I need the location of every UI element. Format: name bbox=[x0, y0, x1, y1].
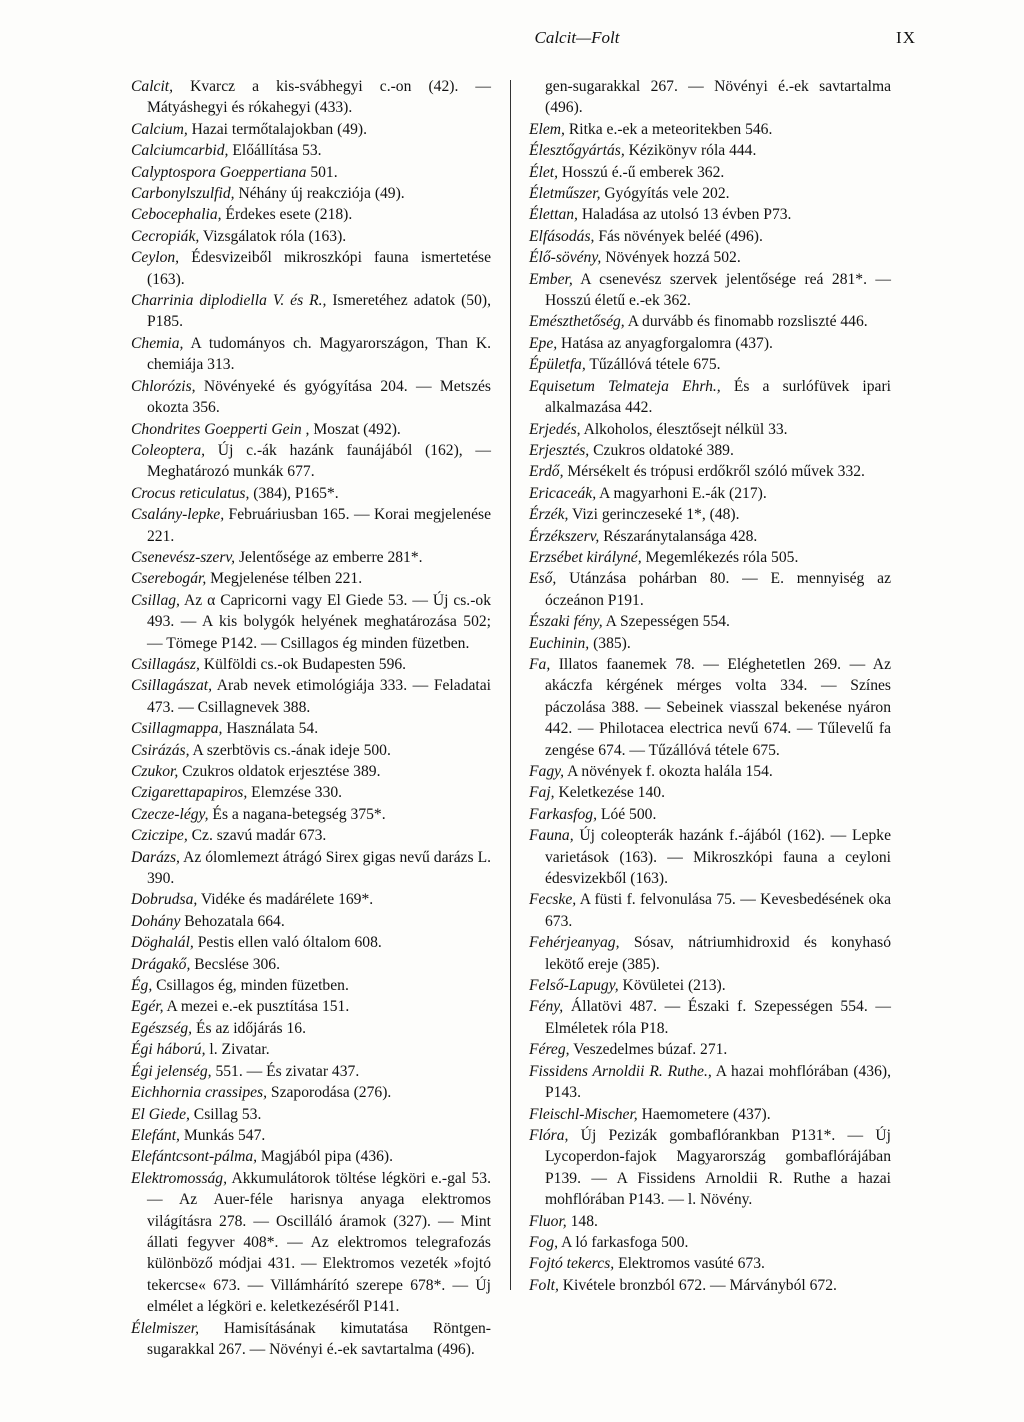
entry-text: Megemlékezés róla 505. bbox=[641, 548, 799, 566]
index-entry bbox=[529, 1211, 891, 1232]
entry-text: Kézikönyv róla 444. bbox=[624, 142, 757, 160]
index-entry bbox=[131, 440, 491, 483]
entry-text: Kivétele bronzból 672. — Márványból 672. bbox=[558, 1276, 837, 1294]
index-entry bbox=[131, 1104, 491, 1125]
entry-text: Édesvizeiből mikroszkópi fauna ismertetése (163). bbox=[147, 249, 491, 288]
entry-headword: Életműszer, bbox=[529, 185, 601, 203]
entry-headword: Döghalál, bbox=[131, 934, 194, 952]
entry-text: Munkás 547. bbox=[179, 1126, 266, 1144]
index-entry bbox=[131, 204, 491, 225]
index-entry bbox=[131, 782, 491, 803]
entry-text: 148. bbox=[566, 1212, 598, 1230]
index-entry bbox=[529, 354, 891, 375]
entry-text: A durvább és finomabb rozsliszté 446. bbox=[624, 313, 868, 331]
entry-headword: Egészség, bbox=[131, 1019, 193, 1037]
index-entry bbox=[131, 1146, 491, 1167]
entry-headword: El Giede, bbox=[131, 1105, 190, 1123]
entry-text: Új c.-ák hazánk faunájából (162), — Meghatározó munkák 677. bbox=[147, 441, 491, 481]
index-entry bbox=[131, 290, 491, 333]
index-entry bbox=[131, 1168, 491, 1318]
index-entry bbox=[529, 654, 891, 761]
entry-headword: Féreg, bbox=[529, 1041, 570, 1059]
index-entry bbox=[131, 975, 491, 996]
entry-text: Új coleopterák hazánk f.-ájából (162). — Lepke varietások (163). — Mikroszkópi fauna a ceyloni édesvizekből (163). bbox=[545, 827, 891, 888]
entry-headword: Erdő, bbox=[529, 463, 564, 481]
entry-headword: Fleischl-Mischer, bbox=[529, 1105, 638, 1123]
index-entry bbox=[131, 1039, 491, 1060]
index-entry bbox=[131, 761, 491, 782]
index-entry bbox=[529, 782, 891, 803]
index-entry bbox=[529, 804, 891, 825]
index-entry bbox=[529, 1275, 891, 1296]
entry-headword: Fojtó tekercs, bbox=[529, 1255, 615, 1273]
index-entry bbox=[529, 611, 891, 632]
entry-text: A füsti f. felvonulása 75. — Kevesbedésének oka 673. bbox=[545, 891, 891, 930]
entry-text: Néhány új reakcziója (49). bbox=[234, 185, 405, 203]
index-entry bbox=[131, 119, 491, 140]
entry-text: Elektromos vasúté 673. bbox=[614, 1255, 765, 1273]
entry-text: (384), P165*. bbox=[249, 484, 339, 502]
index-entry bbox=[529, 204, 891, 225]
entry-headword: Eső, bbox=[529, 570, 557, 588]
entry-text: Keletkezése 140. bbox=[554, 784, 665, 802]
index-entry bbox=[131, 996, 491, 1017]
entry-text: Mérsékelt és trópusi erdőkről szóló művek 332. bbox=[563, 463, 865, 481]
index-entry bbox=[131, 419, 491, 440]
entry-headword: Fog, bbox=[529, 1233, 559, 1251]
index-entry bbox=[529, 269, 891, 312]
entry-headword: Carbonylszulfid, bbox=[131, 185, 235, 203]
entry-text: A csenevész szervek jelentősége reá 281*. — Hosszú életű e.-ek 362. bbox=[545, 270, 891, 310]
entry-headword: Dohány bbox=[131, 912, 181, 930]
entry-headword: Elfásodás, bbox=[529, 227, 595, 245]
index-entry bbox=[131, 1018, 491, 1039]
entry-text: Hamisításának kimutatása Röntgen-sugarakkal 267. — Növényi é.-ek savtartalma (496). bbox=[147, 1319, 491, 1358]
column-divider bbox=[510, 80, 511, 1290]
entry-headword: Drágakő, bbox=[131, 955, 191, 973]
entry-text: Hosszú é.-ű emberek 362. bbox=[558, 163, 725, 181]
entry-headword: Érzék, bbox=[529, 506, 569, 524]
entry-headword: Csillagász, bbox=[131, 655, 200, 673]
entry-text: Sósav, nátriumhidroxid és konyhasó lekötő ereje (385). bbox=[545, 934, 891, 973]
entry-text: Kvarcz a kis-svábhegyi c.-on (42). — Mátyáshegyi és rókahegyi (433). bbox=[147, 78, 491, 117]
index-entry bbox=[131, 590, 491, 654]
entry-text: Előállítása 53. bbox=[228, 142, 322, 160]
entry-text: Növények hozzá 502. bbox=[601, 249, 741, 267]
index-entry bbox=[529, 547, 891, 568]
entry-text: Ritka e.-ek a meteoritekben 546. bbox=[564, 120, 773, 138]
index-entry bbox=[529, 825, 891, 889]
entry-text: Vizi gerinczeseké 1*, (48). bbox=[568, 506, 740, 524]
index-entry bbox=[529, 140, 891, 161]
entry-headword: Dobrudsa, bbox=[131, 891, 198, 909]
entry-text: Illatos faanemek 78. — Eléghetetlen 269. — Az akáczfa kérgének mérges volta 334. — Színes páczolása 388. — Sebeinek viasszal bekenése nyáron 442. — Philotacea electrica nevű 674. — Tűlevelű fa zengése 674. — Tűzállóvá tétele 675. bbox=[545, 655, 891, 759]
entry-text: Ismeretéhez adatok (50), P185. bbox=[147, 292, 491, 331]
index-entry bbox=[529, 1104, 891, 1125]
index-entry bbox=[131, 333, 491, 376]
index-entry bbox=[131, 568, 491, 589]
entry-text: Gyógyítás vele 202. bbox=[600, 185, 730, 203]
entry-headword: Fehérjeanyag, bbox=[529, 934, 620, 952]
index-entry bbox=[529, 975, 891, 996]
entry-headword: Északi fény, bbox=[529, 613, 603, 631]
entry-headword: Chlorózis, bbox=[131, 377, 196, 395]
entry-text: És az időjárás 16. bbox=[192, 1019, 306, 1037]
index-entry bbox=[529, 376, 891, 419]
index-entry bbox=[131, 825, 491, 846]
index-entry bbox=[131, 376, 491, 419]
index-entry bbox=[529, 889, 891, 932]
index-entry bbox=[131, 76, 491, 119]
entry-headword: Euchinin, bbox=[529, 634, 590, 652]
entry-headword: Farkasfog, bbox=[529, 805, 598, 823]
index-entry bbox=[131, 847, 491, 890]
entry-text: (385). bbox=[589, 634, 631, 652]
entry-text: A ló farkasfoga 500. bbox=[558, 1233, 689, 1251]
entry-headword: Csillagászat, bbox=[131, 677, 213, 695]
entry-headword: Csillagmappa, bbox=[131, 720, 223, 738]
entry-headword: Czecze-légy, bbox=[131, 805, 209, 823]
entry-text: Csillag 53. bbox=[189, 1105, 262, 1123]
entry-text: Érdekes esete (218). bbox=[221, 206, 353, 224]
entry-headword: Cserebogár, bbox=[131, 570, 207, 588]
entry-text: Szaporodása (276). bbox=[267, 1084, 392, 1102]
entry-headword: Fluor, bbox=[529, 1212, 567, 1230]
entry-text: És a nagana-betegség 375*. bbox=[208, 805, 386, 823]
entry-headword: Faj, bbox=[529, 784, 555, 802]
entry-text: Februáriusban 165. — Korai megjelenése 221. bbox=[147, 506, 491, 545]
entry-headword: Calyptospora Goeppertiana bbox=[131, 163, 307, 181]
entry-text: Az α Capricorni vagy El Giede 53. — Új cs.-ok 493. — A kis bolygók helyének meghatározása 502; — Tömege P142. — Csillagos ég minden füzetben. bbox=[147, 591, 491, 652]
entry-text: Lóé 500. bbox=[597, 805, 657, 823]
entry-text: Elemzése 330. bbox=[247, 784, 343, 802]
entry-headword: Cecropiák, bbox=[131, 227, 200, 245]
index-entry bbox=[529, 1039, 891, 1060]
index-entry bbox=[529, 419, 891, 440]
entry-headword: Elefántcsont-pálma, bbox=[131, 1148, 258, 1166]
page-number: IX bbox=[896, 28, 916, 47]
index-entry bbox=[131, 140, 491, 161]
entry-headword: Equisetum Telmateja Ehrh., bbox=[529, 377, 721, 395]
entry-headword: Czigarettapapiros, bbox=[131, 784, 248, 802]
entry-text: Moszat (492). bbox=[309, 420, 401, 438]
index-entry bbox=[529, 526, 891, 547]
index-entry bbox=[529, 311, 891, 332]
index-entry bbox=[131, 932, 491, 953]
index-entry bbox=[529, 568, 891, 611]
entry-text: Jelentősége az emberre 281*. bbox=[235, 548, 423, 566]
index-entry bbox=[529, 504, 891, 525]
entry-headword: Ember, bbox=[529, 270, 573, 288]
index-entry bbox=[131, 718, 491, 739]
entry-text: Czukros oldatok erjesztése 389. bbox=[178, 763, 381, 780]
index-entry bbox=[529, 226, 891, 247]
index-entry bbox=[529, 183, 891, 204]
index-entry bbox=[529, 761, 891, 782]
entry-headword: Chemia, bbox=[131, 334, 184, 352]
entry-text: Haladása az utolsó 13 évben P73. bbox=[577, 206, 792, 224]
index-entry bbox=[529, 1253, 891, 1274]
entry-text: Növényeké és gyógyítása 204. — Metszés okozta 356. bbox=[147, 377, 491, 417]
entry-headword: Fa, bbox=[529, 655, 551, 673]
index-entry bbox=[529, 162, 891, 183]
entry-headword: Égi háború, bbox=[131, 1041, 206, 1059]
index-entry bbox=[529, 333, 891, 354]
entry-headword: Darázs, bbox=[131, 848, 180, 866]
entry-text: A növények f. okozta halála 154. bbox=[564, 763, 773, 780]
index-column-left bbox=[131, 76, 491, 1360]
entry-text: Új Pezizák gombaflórankban P131*. — Új Lycoperdon-fajok Magyarország gombaflórájában P139. — A Fissidens Arnoldii R. Ruthe a hazai mohflórában P143. — l. Növény. bbox=[545, 1126, 891, 1209]
entry-text: Vidéke és madárélete 169*. bbox=[197, 891, 374, 909]
index-entry bbox=[131, 247, 491, 290]
entry-text: Hatása az anyagforgalomra (437). bbox=[557, 334, 773, 352]
index-entry bbox=[131, 1125, 491, 1146]
entry-headword: Calciumcarbid, bbox=[131, 142, 229, 160]
entry-headword: Fauna, bbox=[529, 827, 574, 845]
entry-headword: Erzsébet királyné, bbox=[529, 548, 642, 566]
entry-headword: Emészthetőség, bbox=[529, 313, 625, 331]
index-entry bbox=[131, 954, 491, 975]
entry-headword: Ég, bbox=[131, 977, 153, 995]
entry-headword: Erjedés, bbox=[529, 420, 581, 438]
entry-headword: Élettan, bbox=[529, 206, 578, 224]
entry-headword: Czukor, bbox=[131, 763, 179, 780]
entry-headword: Ericaceák, bbox=[529, 484, 597, 502]
index-entry bbox=[529, 76, 891, 119]
index-entry bbox=[131, 1061, 491, 1082]
index-column-right bbox=[529, 76, 891, 1296]
index-entry bbox=[131, 911, 491, 932]
entry-headword: Crocus reticulatus, bbox=[131, 484, 250, 502]
entry-headword: Csillag, bbox=[131, 591, 180, 609]
entry-headword: Fagy, bbox=[529, 763, 565, 780]
entry-text: Tűzállóvá tétele 675. bbox=[585, 356, 721, 374]
index-entry bbox=[529, 440, 891, 461]
entry-text: 501. bbox=[306, 163, 338, 181]
entry-headword: Elem, bbox=[529, 120, 565, 138]
index-entry bbox=[529, 461, 891, 482]
index-entry bbox=[529, 1061, 891, 1104]
entry-text: l. Zivatar. bbox=[205, 1041, 270, 1059]
index-entry bbox=[131, 226, 491, 247]
entry-headword: Ceylon, bbox=[131, 249, 180, 267]
entry-text: Pestis ellen való óltalom 608. bbox=[193, 934, 382, 952]
entry-text: Czukros oldatoké 389. bbox=[589, 441, 734, 459]
entry-headword: Élő-sövény, bbox=[529, 249, 602, 267]
entry-text: Megjelenése télben 221. bbox=[206, 570, 363, 588]
entry-text: 551. — És zivatar 437. bbox=[211, 1062, 360, 1080]
index-entry bbox=[131, 547, 491, 568]
entry-text: Hazai termőtalajokban (49). bbox=[187, 120, 368, 138]
entry-headword: Élet, bbox=[529, 163, 559, 181]
entry-text: Az ólomlemezt átrágó Sirex gigas nevű darázs L. 390. bbox=[147, 848, 491, 888]
entry-text: A hazai mohflórában (436), P143. bbox=[545, 1062, 891, 1102]
index-entry bbox=[131, 675, 491, 718]
entry-headword: Égi jelenség, bbox=[131, 1062, 212, 1080]
entry-text: Veszedelmes búzaf. 271. bbox=[569, 1041, 728, 1059]
entry-headword: Flóra, bbox=[529, 1126, 569, 1144]
entry-headword: Élelmiszer, bbox=[131, 1319, 200, 1337]
index-entry bbox=[131, 1082, 491, 1103]
running-header bbox=[118, 28, 916, 58]
entry-headword: Chondrites Goepperti Gein , bbox=[131, 420, 310, 438]
entry-headword: Fissidens Arnoldii R. Ruthe., bbox=[529, 1062, 712, 1080]
entry-text: Részaránytalansága 428. bbox=[599, 527, 758, 545]
index-entry bbox=[529, 633, 891, 654]
entry-text: Magjából pipa (436). bbox=[257, 1148, 394, 1166]
running-title: Calcit—Folt bbox=[534, 28, 620, 47]
index-entry bbox=[529, 119, 891, 140]
index-entry bbox=[529, 247, 891, 268]
index-entry bbox=[131, 183, 491, 204]
entry-headword: Egér, bbox=[131, 998, 164, 1016]
entry-text: Utánzása pohárban 80. — E. mennyiség az óczeánon P191. bbox=[545, 570, 891, 609]
entry-text: Haemometere (437). bbox=[637, 1105, 771, 1123]
entry-headword: Érzékszerv, bbox=[529, 527, 600, 545]
entry-text: Vizsgálatok róla (163). bbox=[199, 227, 347, 245]
entry-text: Akkumulátorok töltése légköri e.-gal 53. — Az Auer-féle harisnya anyaga elektromos világításra 278. — Oscilláló áramok (327). — Mint állati fegyver 408*. — Az elektromos telegrafozás különböző módjai 431. — Elektromos vezeték »fojtó tekercse« 673. — Villámhárító szerepe 678*. — Új elmélet a légköri e. keletkezéséről P141. bbox=[147, 1169, 491, 1316]
entry-text: A magyarhoni E.-ák (217). bbox=[596, 484, 767, 502]
index-entry bbox=[131, 1318, 491, 1361]
index-entry bbox=[529, 996, 891, 1039]
entry-text: Fás növények beléé (496). bbox=[594, 227, 763, 245]
entry-text: És a surlófüvek ipari alkalmazása 442. bbox=[545, 377, 891, 417]
entry-text: Becslése 306. bbox=[190, 955, 280, 973]
entry-text: Állatövi 487. — Északi f. Szepességen 554. — Elméletek róla P18. bbox=[545, 998, 891, 1037]
entry-text: Kövületei (213). bbox=[618, 977, 726, 995]
index-entry bbox=[131, 483, 491, 504]
entry-headword: Charrinia diplodiella V. és R., bbox=[131, 292, 327, 310]
entry-headword: Cebocephalia, bbox=[131, 206, 222, 224]
index-entry bbox=[529, 1125, 891, 1211]
entry-headword: Csalány-lepke, bbox=[131, 506, 225, 524]
entry-headword: Fecske, bbox=[529, 891, 577, 909]
entry-text: Csillagos ég, minden füzetben. bbox=[152, 977, 349, 995]
entry-headword: Coleoptera, bbox=[131, 441, 206, 459]
entry-headword: Elektromosság, bbox=[131, 1169, 228, 1187]
index-entry bbox=[131, 889, 491, 910]
entry-headword: Csenevész-szerv, bbox=[131, 548, 236, 566]
entry-headword: Calcit, bbox=[131, 78, 174, 95]
entry-text: gen-sugarakkal 267. — Növényi é.-ek savtartalma (496). bbox=[545, 78, 891, 117]
entry-text: Külföldi cs.-ok Budapesten 596. bbox=[199, 655, 407, 673]
index-entry bbox=[131, 804, 491, 825]
entry-text: Alkoholos, élesztősejt nélkül 33. bbox=[580, 420, 788, 438]
entry-headword: Épületfa, bbox=[529, 356, 586, 374]
index-entry bbox=[529, 932, 891, 975]
index-entry bbox=[131, 654, 491, 675]
index-entry bbox=[131, 740, 491, 761]
index-entry bbox=[529, 1232, 891, 1253]
entry-headword: Élesztőgyártás, bbox=[529, 142, 625, 160]
entry-headword: Calcium, bbox=[131, 120, 188, 138]
entry-text: A Szepességen 554. bbox=[602, 613, 730, 631]
entry-headword: Folt, bbox=[529, 1276, 559, 1294]
entry-headword: Cziczipe, bbox=[131, 827, 188, 845]
entry-headword: Elefánt, bbox=[131, 1126, 180, 1144]
entry-headword: Eichhornia crassipes, bbox=[131, 1084, 268, 1102]
entry-text: A szerbtövis cs.-ának ideje 500. bbox=[189, 741, 391, 759]
entry-text: A mezei e.-ek pusztítása 151. bbox=[163, 998, 350, 1016]
entry-text: Behozatala 664. bbox=[180, 912, 285, 930]
entry-headword: Fény, bbox=[529, 998, 564, 1016]
entry-text: Arab nevek etimológiája 333. — Feladatai 473. — Csillagnevek 388. bbox=[147, 677, 491, 716]
entry-headword: Erjesztés, bbox=[529, 441, 590, 459]
index-entry bbox=[131, 504, 491, 547]
entry-text: Használata 54. bbox=[222, 720, 319, 738]
entry-text: Cz. szavú madár 673. bbox=[187, 827, 327, 845]
index-entry bbox=[529, 483, 891, 504]
index-entry bbox=[131, 162, 491, 183]
entry-headword: Epe, bbox=[529, 334, 558, 352]
entry-headword: Felső-Lapugy, bbox=[529, 977, 619, 995]
entry-headword: Csirázás, bbox=[131, 741, 190, 759]
entry-text: A tudományos ch. Magyarországon, Than K. chemiája 313. bbox=[147, 334, 491, 374]
